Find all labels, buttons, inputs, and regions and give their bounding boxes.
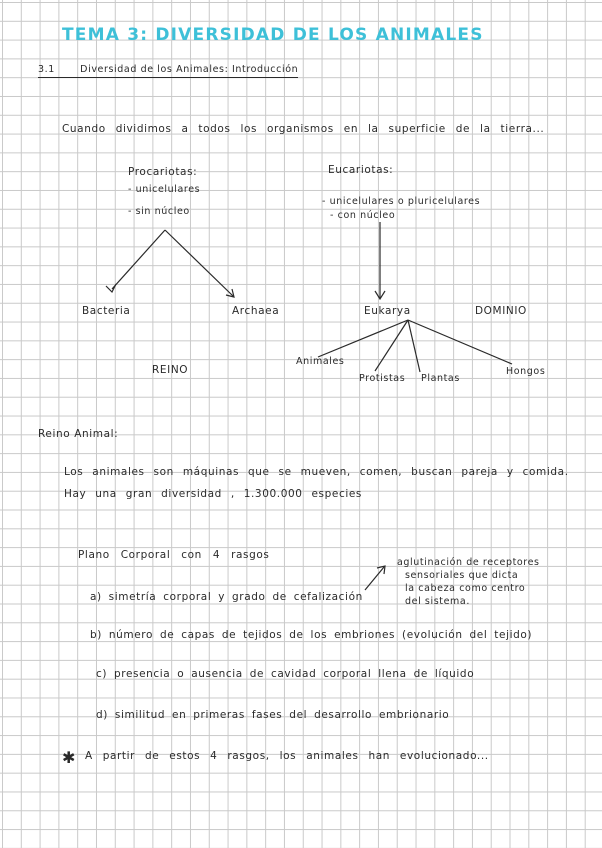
eukaryotes-item: - con núcleo <box>330 210 396 221</box>
branch-line <box>165 230 233 296</box>
prokaryotes-item: - sin núcleo <box>128 206 190 217</box>
kingdom-hongos: Hongos <box>506 366 546 377</box>
branch-line <box>408 320 420 372</box>
eukaryotes-item: - unicelulares o pluricelulares <box>322 196 481 207</box>
cephalization-note: aglutinación de receptores <box>397 557 540 568</box>
domain-eukarya: Eukarya <box>364 305 411 317</box>
branch-line <box>408 320 512 364</box>
body-plan-item-c: c) presencia o ausencia de cavidad corporal llena de líquido <box>96 668 475 680</box>
note-arrow <box>365 567 384 590</box>
body-plan-item-b: b) número de capas de tejidos de los embriones (evolución del tejido) <box>90 629 533 641</box>
kingdom-animales: Animales <box>296 356 345 367</box>
eukaryotes-heading: Eucariotas: <box>328 164 394 176</box>
branch-line <box>318 320 408 357</box>
domain-label: DOMINIO <box>475 305 527 317</box>
cephalization-note: sensoriales que dicta <box>405 570 519 581</box>
prokaryotes-item: - unicelulares <box>128 184 201 195</box>
kingdom-label: REINO <box>152 364 189 376</box>
cephalization-note: la cabeza como centro <box>405 583 526 594</box>
intro-text: Cuando dividimos a todos los organismos en la superficie de la tierra... <box>62 123 545 135</box>
prokaryotes-heading: Procariotas: <box>128 166 198 178</box>
section-title: Diversidad de los Animales: Introducción <box>80 64 299 75</box>
branch-line <box>375 320 408 371</box>
conclusion-text: A partir de estos 4 rasgos, los animales han evolucionado... <box>85 750 489 762</box>
branch-line <box>112 230 165 289</box>
body-plan-item-a: a) simetría corporal y grado de cefalización <box>90 591 363 603</box>
domain-archaea: Archaea <box>232 305 280 317</box>
animal-kingdom-line: Hay una gran diversidad , 1.300.000 especies <box>64 488 362 500</box>
cephalization-note: del sistema. <box>405 596 470 607</box>
page-title: TEMA 3: DIVERSIDAD DE LOS ANIMALES <box>62 25 484 45</box>
body-plan-heading: Plano Corporal con 4 rasgos <box>78 549 270 561</box>
body-plan-item-d: d) similitud en primeras fases del desarrollo embrionario <box>96 709 450 721</box>
domain-bacteria: Bacteria <box>82 305 131 317</box>
animal-kingdom-line: Los animales son máquinas que se mueven, comen, buscan pareja y comida. <box>64 466 569 478</box>
animal-kingdom-heading: Reino Animal: <box>38 428 119 440</box>
kingdom-plantas: Plantas <box>421 373 460 384</box>
arrowhead <box>106 284 116 292</box>
section-number: 3.1 <box>38 64 55 75</box>
asterisk-icon: ✱ <box>62 748 77 767</box>
kingdom-protistas: Protistas <box>359 373 406 384</box>
